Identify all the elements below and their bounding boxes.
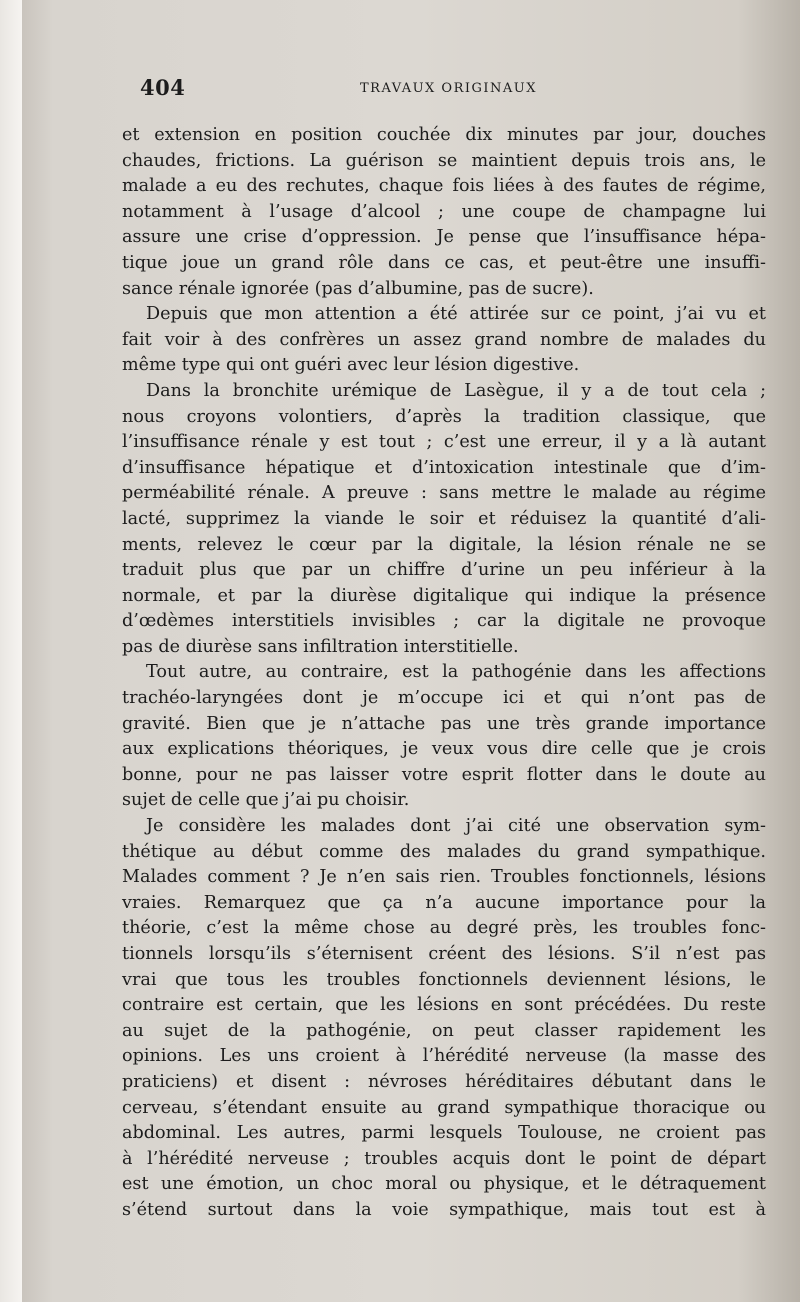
text-line: aux explications théoriques, je veux vous dire celle que je crois <box>122 739 766 760</box>
text-line: sujet de celle que j’ai pu choisir. <box>122 790 410 811</box>
body-text <box>122 123 766 1224</box>
text-line: trachéo-laryngées dont je m’occupe ici et qui n’ont pas de <box>122 688 766 709</box>
text-line: vraies. Remarquez que ça n’a aucune importance pour la <box>122 892 766 913</box>
text-line: et extension en position couchée dix minutes par jour, douches <box>122 125 766 145</box>
text-line: tique joue un grand rôle dans ce cas, et peut-être une insuffi- <box>122 252 766 273</box>
text-line: thétique au début comme des malades du grand sympathique. <box>122 841 766 862</box>
text-line: tionnels lorsqu’ils s’éternisent créent des lésions. S’il n’est pas <box>122 944 766 964</box>
text-line: normale, et par la diurèse digitalique qui indique la présence <box>122 585 766 606</box>
text-line: fait voir à des confrères un assez grand nombre de malades du <box>122 329 766 350</box>
text-line: assure une crise d’oppression. Je pense que l’insuffisance hépa- <box>122 227 766 248</box>
text-line: d’œdèmes interstitiels invisibles ; car la digitale ne provoque <box>122 611 766 632</box>
text-line: à l’hérédité nerveuse ; troubles acquis dont le point de départ <box>122 1148 766 1169</box>
text-line: sance rénale ignorée (pas d’albumine, pas de sucre). <box>122 278 594 299</box>
text-line: traduit plus que par un chiffre d’urine un peu inférieur à la <box>122 560 766 581</box>
text-line: contraire est certain, que les lésions en sont précédées. Du reste <box>122 995 766 1016</box>
text-line: s’étend surtout dans la voie sympathique, mais tout est à <box>122 1199 766 1220</box>
page-number: 404 <box>140 75 186 100</box>
text-line: bonne, pour ne pas laisser votre esprit flotter dans le doute au <box>122 764 766 785</box>
text-line: au sujet de la pathogénie, on peut classer rapidement les <box>122 1020 766 1041</box>
text-line: l’insuffisance rénale y est tout ; c’est une erreur, il y a là autant <box>122 432 766 453</box>
text-line: est une émotion, un choc moral ou physique, et le détraquement <box>122 1174 766 1195</box>
text-line: abdominal. Les autres, parmi lesquels Toulouse, ne croient pas <box>122 1123 766 1144</box>
text-line: Malades comment ? Je n’en sais rien. Troubles fonctionnels, lésions <box>122 867 766 888</box>
text-line: pas de diurèse sans infiltration interstitielle. <box>122 636 519 657</box>
text-line: Je considère les malades dont j’ai cité une observation sym- <box>146 816 766 837</box>
text-line: théorie, c’est la même chose au degré près, les troubles fonc- <box>122 918 766 939</box>
text-line: nous croyons volontiers, d’après la tradition classique, que <box>122 406 766 427</box>
text-line: même type qui ont guéri avec leur lésion digestive. <box>122 355 580 376</box>
page-header <box>140 76 760 100</box>
text-line: gravité. Bien que je n’attache pas une très grande importance <box>122 713 766 734</box>
text-line: cerveau, s’étendant ensuite au grand sympathique thoracique ou <box>122 1097 766 1118</box>
scan-margin <box>0 0 22 1302</box>
text-line: malade a eu des rechutes, chaque fois liées à des fautes de régime, <box>122 176 766 197</box>
text-line: d’insuffisance hépatique et d’intoxication intestinale que d’im- <box>122 457 766 478</box>
book-page <box>22 0 800 1302</box>
running-title: TRAVAUX ORIGINAUX <box>360 81 538 96</box>
text-line: Tout autre, au contraire, est la pathogénie dans les affections <box>146 662 766 683</box>
text-line: notamment à l’usage d’alcool ; une coupe de champagne lui <box>122 201 766 222</box>
text-line: Dans la bronchite urémique de Lasègue, il y a de tout cela ; <box>146 380 766 401</box>
text-line: chaudes, frictions. La guérison se maintient depuis trois ans, le <box>122 150 766 171</box>
text-line: praticiens) et disent : névroses héréditaires débutant dans le <box>122 1071 766 1092</box>
text-line: opinions. Les uns croient à l’hérédité nerveuse (la masse des <box>122 1046 766 1067</box>
text-line: Depuis que mon attention a été attirée sur ce point, j’ai vu et <box>146 304 766 325</box>
text-line: perméabilité rénale. A preuve : sans mettre le malade au régime <box>122 483 766 504</box>
text-line: vrai que tous les troubles fonctionnels deviennent lésions, le <box>122 969 766 990</box>
text-line: lacté, supprimez la viande le soir et réduisez la quantité d’ali- <box>122 508 766 529</box>
text-line: ments, relevez le cœur par la digitale, la lésion rénale ne se <box>122 534 766 555</box>
